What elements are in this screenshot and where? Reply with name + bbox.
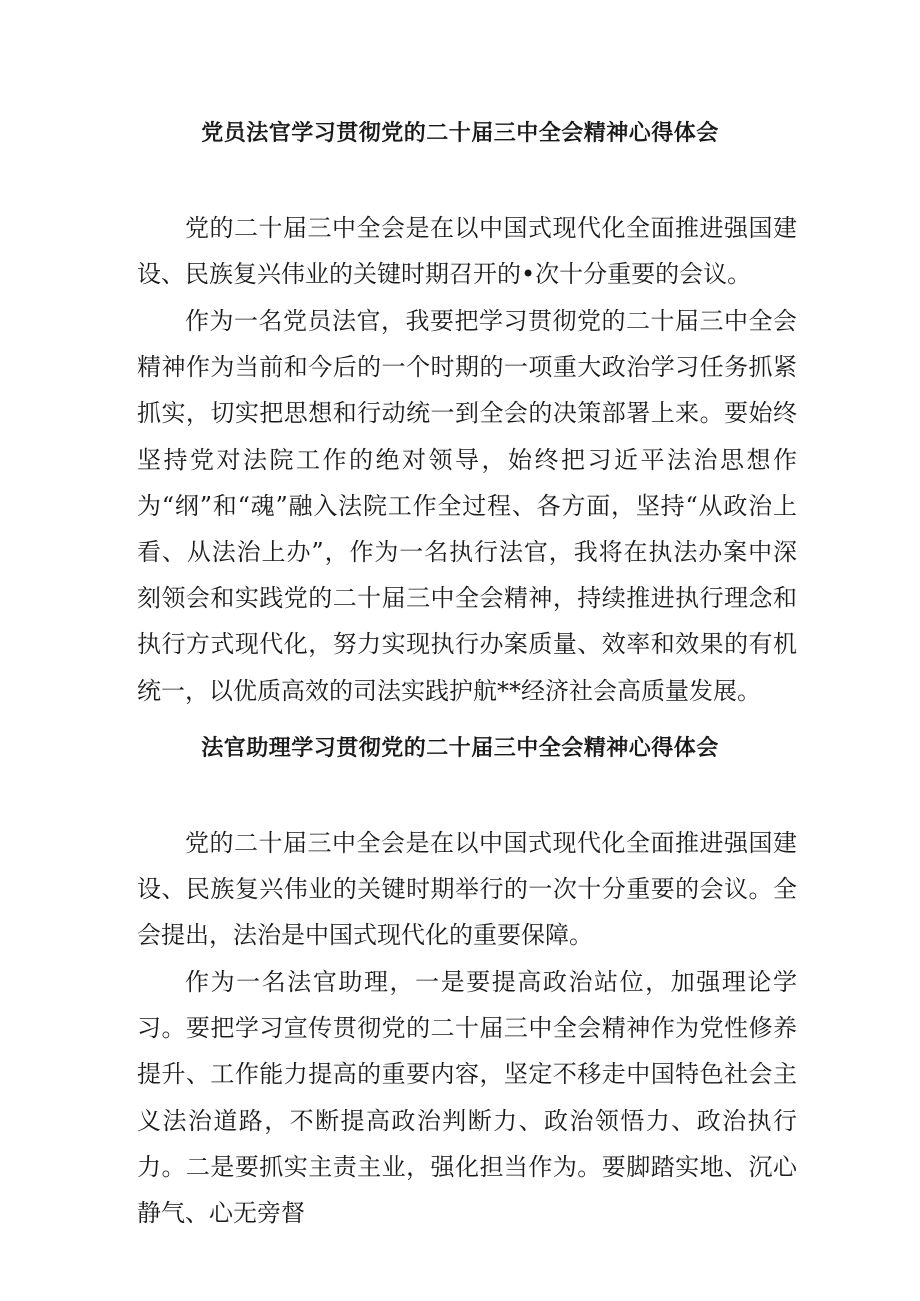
section-1-paragraph-2: 作为一名党员法官，我要把学习贯彻党的二十届三中全会精神作为当前和今后的一个时期的一项重大政治学习任务抓紧抓实，切实把思想和行动统一到全会的决策部署上来。要始终坚持党对法院工作的绝对领导，始终把习近平法治思想作为“纲”和“魂”融入法院工作全过程、各方面，坚持“从政治上看、从法治上办”，作为一名执行法官，我将在执法办案中深刻领会和实践党的二十届三中全会精神，持续推进执行理念和执行方式现代化，努力实现执行办案质量、效率和效果的有机统一，以优质高效的司法实践护航**经济社会高质量发展。	[137, 307, 797, 705]
section-1-title: 党员法官学习贯彻党的二十届三中全会精神心得体会	[201, 121, 719, 146]
section-2-paragraph-1: 党的二十届三中全会是在以中国式现代化全面推进强国建设、民族复兴伟业的关键时期举行的一次十分重要的会议。全会提出，法治是中国式现代化的重要保障。	[137, 829, 797, 950]
section-2-paragraph-2: 作为一名法官助理，一是要提高政治站位，加强理论学习。要把学习宣传贯彻党的二十届三中全会精神作为党性修养提升、工作能力提高的重要内容，坚定不移走中国特色社会主义法治道路，不断提高政治判断力、政治领悟力、政治执行力。二是要抓实主责主业，强化担当作为。要脚踏实地、沉心静气、心无旁督	[137, 968, 797, 1228]
section-2-title: 法官助理学习贯彻党的二十届三中全会精神心得体会	[201, 736, 719, 761]
section-1-paragraph-1: 党的二十届三中全会是在以中国式现代化全面推进强国建设、民族复兴伟业的关键时期召开的•次十分重要的会议。	[137, 214, 797, 289]
